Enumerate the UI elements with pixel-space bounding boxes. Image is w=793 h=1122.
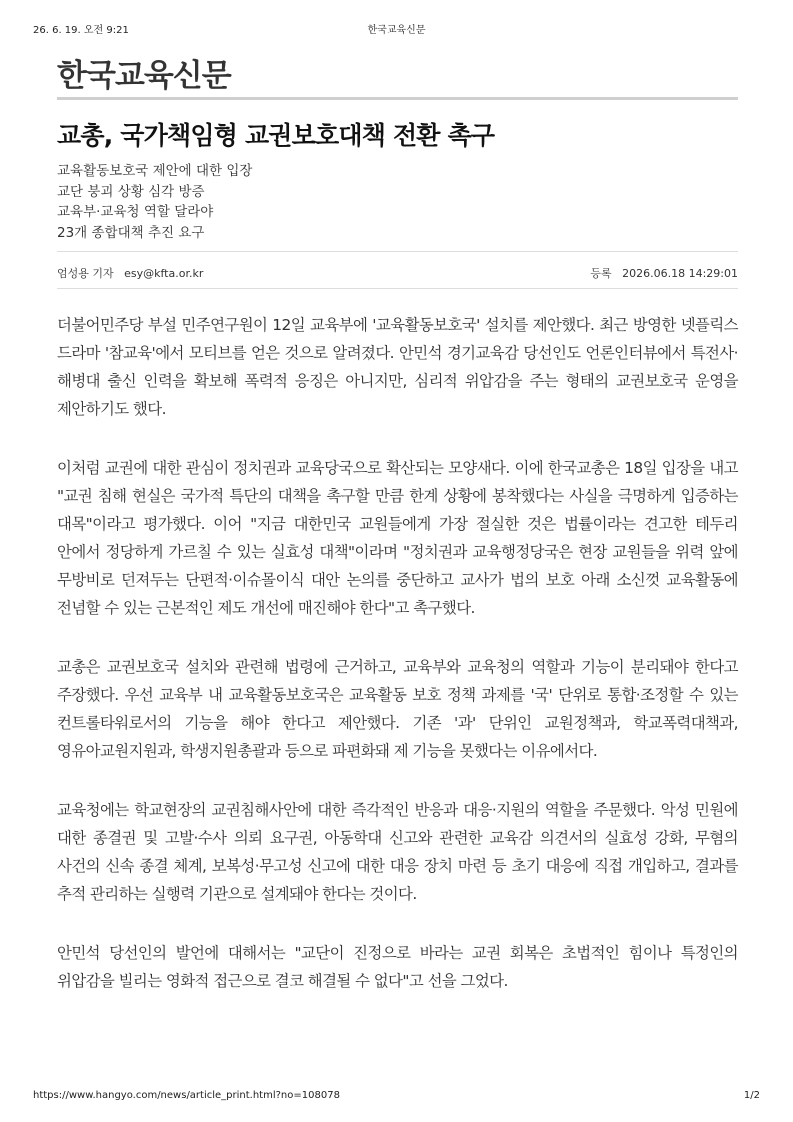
newspaper-logo: 한국교육신문 (57, 58, 231, 94)
byline (57, 265, 738, 281)
byline-divider (57, 288, 738, 289)
article-subtitles (57, 161, 738, 243)
article-paragraph: 교육청에는 학교현장의 교권침해사안에 대한 즉각적인 반응과 대응·지원의 역할을 주문했다. 악성 민원에 대한 종결권 및 고발·수사 의뢰 요구권, 아동학대 신고와 관련한 교육감 의견서의 실효성 강화, 무혐의 사건의 신속 종결 체계, 보복성·무고성 신고에 대한 대응 장치 마련 등 초기 대응에 직접 개입하고, 결과를 추적 관리하는 실행력 기관으로 설계돼야 한다는 것이다. (57, 801, 738, 903)
masthead-divider (57, 97, 738, 100)
article-paragraph: 교총은 교권보호국 설치와 관련해 법령에 근거하고, 교육부와 교육청의 역할과 기능이 분리돼야 한다고 주장했다. 우선 교육부 내 교육활동보호국은 교육활동 보호 정책 과제를 '국' 단위로 통합·조정할 수 있는 컨트롤타워로서의 기능을 해야 한다고 제안했다. 기존 '과' 단위인 교원정책과, 학교폭력대책과, 영유아교원지원과, 학생지원총괄과 등으로 파편화돼 제 기능을 못했다는 이유에서다. (57, 658, 738, 760)
print-header (0, 21, 793, 35)
article-headline: 교총, 국가책임형 교권보호대책 전환 촉구 (57, 121, 495, 150)
print-footer (0, 1090, 793, 1104)
subtitle-divider (57, 251, 738, 252)
page-number: 1/2 (743, 1090, 760, 1101)
print-site-title: 한국교육신문 (367, 25, 426, 36)
print-url: https://www.hangyo.com/news/article_print.html?no=108078 (33, 1090, 340, 1101)
print-datetime: 26. 6. 19. 오전 9:21 (33, 25, 129, 36)
subtitle-line: 23개 종합대책 추진 요구 (57, 224, 205, 241)
subtitle-line: 교육활동보호국 제안에 대한 입장 (57, 163, 253, 179)
reporter-info: 엄성용 기자 esy@kfta.or.kr (57, 267, 204, 280)
article-body (57, 311, 738, 1026)
registered-datetime: 등록 2026.06.18 14:29:01 (590, 267, 738, 280)
subtitle-line: 교단 붕괴 상황 심각 방증 (57, 183, 205, 200)
article-paragraph: 이처럼 교권에 대한 관심이 정치권과 교육당국으로 확산되는 모양새다. 이에 한국교총은 18일 입장을 내고 "교권 침해 현실은 국가적 특단의 대책을 촉구할 만큼 한계 상황에 봉착했다는 사실을 극명하게 입증하는 대목"이라고 평가했다. 이어 "지금 대한민국 교원들에게 가장 절실한 것은 법률이라는 견고한 테두리 안에서 정당하게 가르칠 수 있는 실효성 대책"이라며 "정치권과 교육행정당국은 현장 교원들을 위력 앞에 무방비로 던져두는 단편적·이슈몰이식 대안 논의를 중단하고 교사가 법의 보호 아래 소신껏 교육활동에 전념할 수 있는 근본적인 제도 개선에 매진해야 한다"고 촉구했다. (57, 459, 738, 617)
article-paragraph: 안민석 당선인의 발언에 대해서는 "교단이 진정으로 바라는 교권 회복은 초법적인 힘이나 특정인의 위압감을 빌리는 영화적 접근으로 결코 해결될 수 없다"고 선을 그었다. (57, 944, 738, 990)
subtitle-line: 교육부·교육청 역할 달라야 (57, 204, 214, 220)
article-paragraph: 더불어민주당 부설 민주연구원이 12일 교육부에 '교육활동보호국' 설치를 제안했다. 최근 방영한 넷플릭스 드라마 '참교육'에서 모티브를 얻은 것으로 알려졌다. 안민석 경기교육감 당선인도 언론인터뷰에서 특전사·해병대 출신 인력을 확보해 폭력적 응징은 아니지만, 심리적 위압감을 주는 형태의 교권보호국 운영을 제안하기도 했다. (57, 316, 738, 418)
